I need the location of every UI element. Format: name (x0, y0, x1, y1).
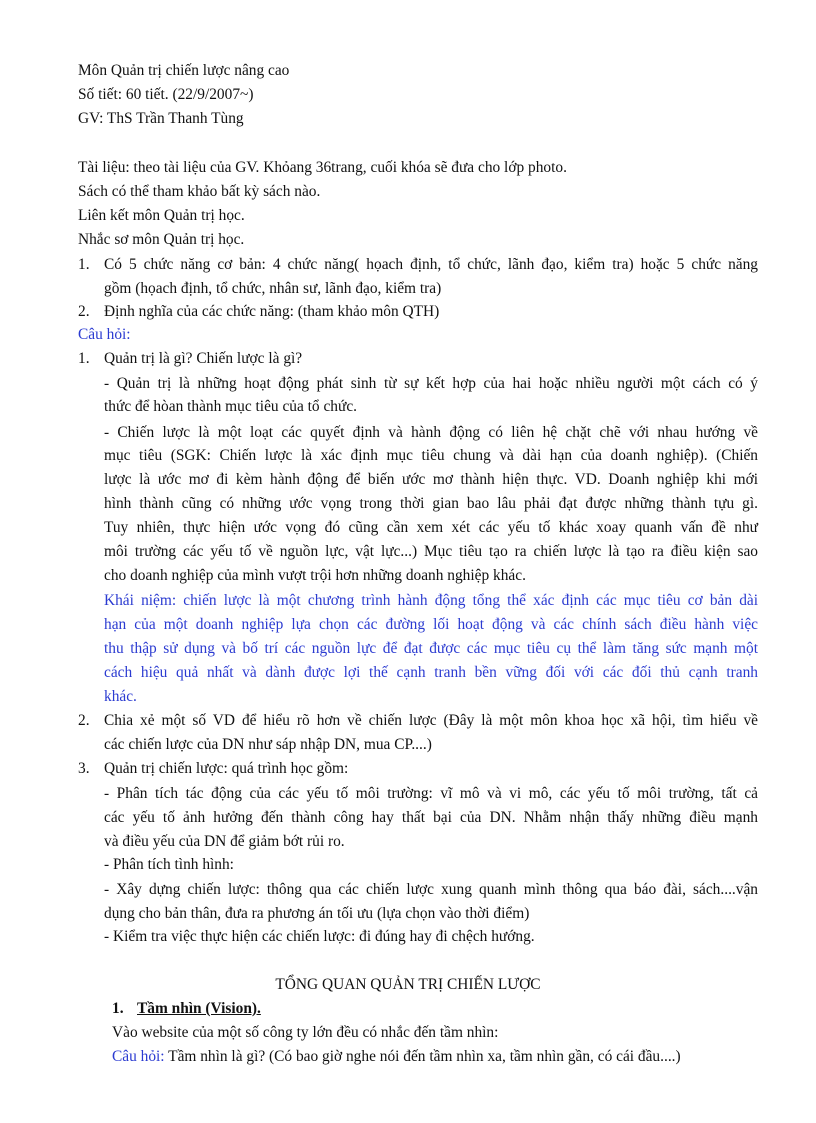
question-text: Tầm nhìn là gì? (Có bao giờ nghe nói đến tầm nhìn xa, tầm nhìn gần, có cái đầu....) (164, 1048, 681, 1065)
paragraph-line: Chia xẻ một số VD để hiểu rõ hơn về chiến lược (Đây là một môn khoa học xã hội, tìm hiểu về (104, 712, 758, 729)
course-periods: Số tiết: 60 tiết. (22/9/2007~) (78, 86, 254, 103)
paragraph-line: - Chiến lược là một loạt các quyết định và hành động có liên hệ chặt chẽ với nhau hướng về (104, 424, 758, 441)
paragraph-line: - Xây dựng chiến lược: thông qua các chiến lược xung quanh mình thông qua báo đài, sách....vận (104, 881, 758, 898)
paragraph-line: - Kiểm tra việc thực hiện các chiến lược: đi đúng hay đi chệch hướng. (104, 928, 535, 945)
paragraph-line: các yếu tố ảnh hưởng đến thành công hay thất bại của DN. Nhằm nhận thấy những điều mạnh (104, 809, 758, 826)
concept-line: Khái niệm: chiến lược là một chương trình hành động tổng thể xác định các mục tiêu cơ bản dài (104, 592, 758, 609)
question-title: Quản trị là gì? Chiến lược là gì? (104, 350, 303, 367)
paragraph-line: Vào website của một số công ty lớn đều có nhắc đến tầm nhìn: (112, 1024, 499, 1041)
list-number: 1. (78, 350, 90, 367)
concept-line: khác. (104, 688, 137, 705)
intro-line: Sách có thể tham khảo bất kỳ sách nào. (78, 183, 321, 200)
list-number: 1. (78, 256, 90, 273)
list-line: gồm (họach định, tổ chức, nhân sư, lãnh đạo, kiểm tra) (104, 280, 442, 297)
paragraph-line: dụng cho bản thân, đưa ra phương án tối ưu (lựa chọn vào thời điểm) (104, 905, 530, 922)
questions-label: Câu hỏi: (78, 326, 131, 343)
course-title: Môn Quản trị chiến lược nâng cao (78, 62, 290, 79)
list-line: Có 5 chức năng cơ bản: 4 chức năng( họach định, tổ chức, lãnh đạo, kiểm tra) hoặc 5 chức năng (104, 256, 758, 273)
paragraph-line: - Phân tích tác động của các yếu tố môi trường: vĩ mô và vi mô, các yếu tố môi trường, tất cả (104, 785, 758, 802)
intro-line: Nhắc sơ môn Quản trị học. (78, 231, 245, 248)
concept-line: thu thập sử dụng và bố trí các nguồn lực để đạt được các mục tiêu cụ thể làm tăng sức mạnh một (104, 640, 758, 657)
list-number: 1. (112, 1000, 124, 1017)
paragraph-line: hình thành cũng có những ước vọng trong thời gian bao lâu phải đạt được những thành tựu gì. (104, 495, 758, 512)
paragraph-line: cho doanh nghiệp của mình vượt trội hơn những doanh nghiệp khác. (104, 567, 526, 584)
paragraph-line: môi trường các yếu tố về nguồn lực, vật lực...) Mục tiêu tạo ra chiến lược là tạo ra điều kiện sao (104, 543, 758, 560)
intro-line: Liên kết môn Quản trị học. (78, 207, 245, 224)
paragraph-line: Tuy nhiên, thực hiện ước vọng đó cũng cần xem xét các yếu tố khác xoay quanh vấn đề như (104, 519, 758, 536)
paragraph-line: và điều yếu của DN để giảm bớt rủi ro. (104, 833, 345, 850)
concept-line: cách hiệu quả nhất và dành được lợi thế cạnh tranh bền vững đối với các đối thủ cạnh tranh (104, 664, 758, 681)
list-number: 2. (78, 712, 90, 729)
intro-line: Tài liệu: theo tài liệu của GV. Khỏang 36trang, cuối khóa sẽ đưa cho lớp photo. (78, 159, 567, 176)
lecturer: GV: ThS Trần Thanh Tùng (78, 110, 244, 127)
paragraph-line: các chiến lược của DN như sáp nhập DN, mua CP....) (104, 736, 432, 753)
paragraph-line: thức để hòan thành mục tiêu của tổ chức. (104, 398, 358, 415)
list-number: 2. (78, 303, 90, 320)
list-line: Định nghĩa của các chức năng: (tham khảo môn QTH) (104, 303, 440, 320)
paragraph-line: - Quản trị là những hoạt động phát sinh từ sự kết hợp của hai hoặc nhiều người một cách có ý (104, 375, 758, 392)
concept-line: hạn của một doanh nghiệp lựa chọn các đường lối hoạt động và các chính sách điều hành việc (104, 616, 758, 633)
paragraph-line: - Phân tích tình hình: (104, 856, 234, 873)
paragraph-line: mục tiêu (SGK: Chiến lược là xác định mục tiêu chung và dài hạn của doanh nghiệp). (Chiến (104, 447, 758, 464)
question-title: Quản trị chiến lược: quá trình học gồm: (104, 760, 349, 777)
vision-heading: Tầm nhìn (Vision). (137, 1000, 261, 1017)
questions-label: Câu hỏi: (112, 1048, 165, 1065)
paragraph-line: lược là ước mơ đi kèm hành động để biến ước mơ thành hiện thực. VD. Doanh nghiệp khi mới (104, 471, 758, 488)
section-title: TỔNG QUAN QUẢN TRỊ CHIẾN LƯỢC (275, 976, 541, 993)
list-number: 3. (78, 760, 90, 777)
vision-question (112, 1045, 794, 1069)
